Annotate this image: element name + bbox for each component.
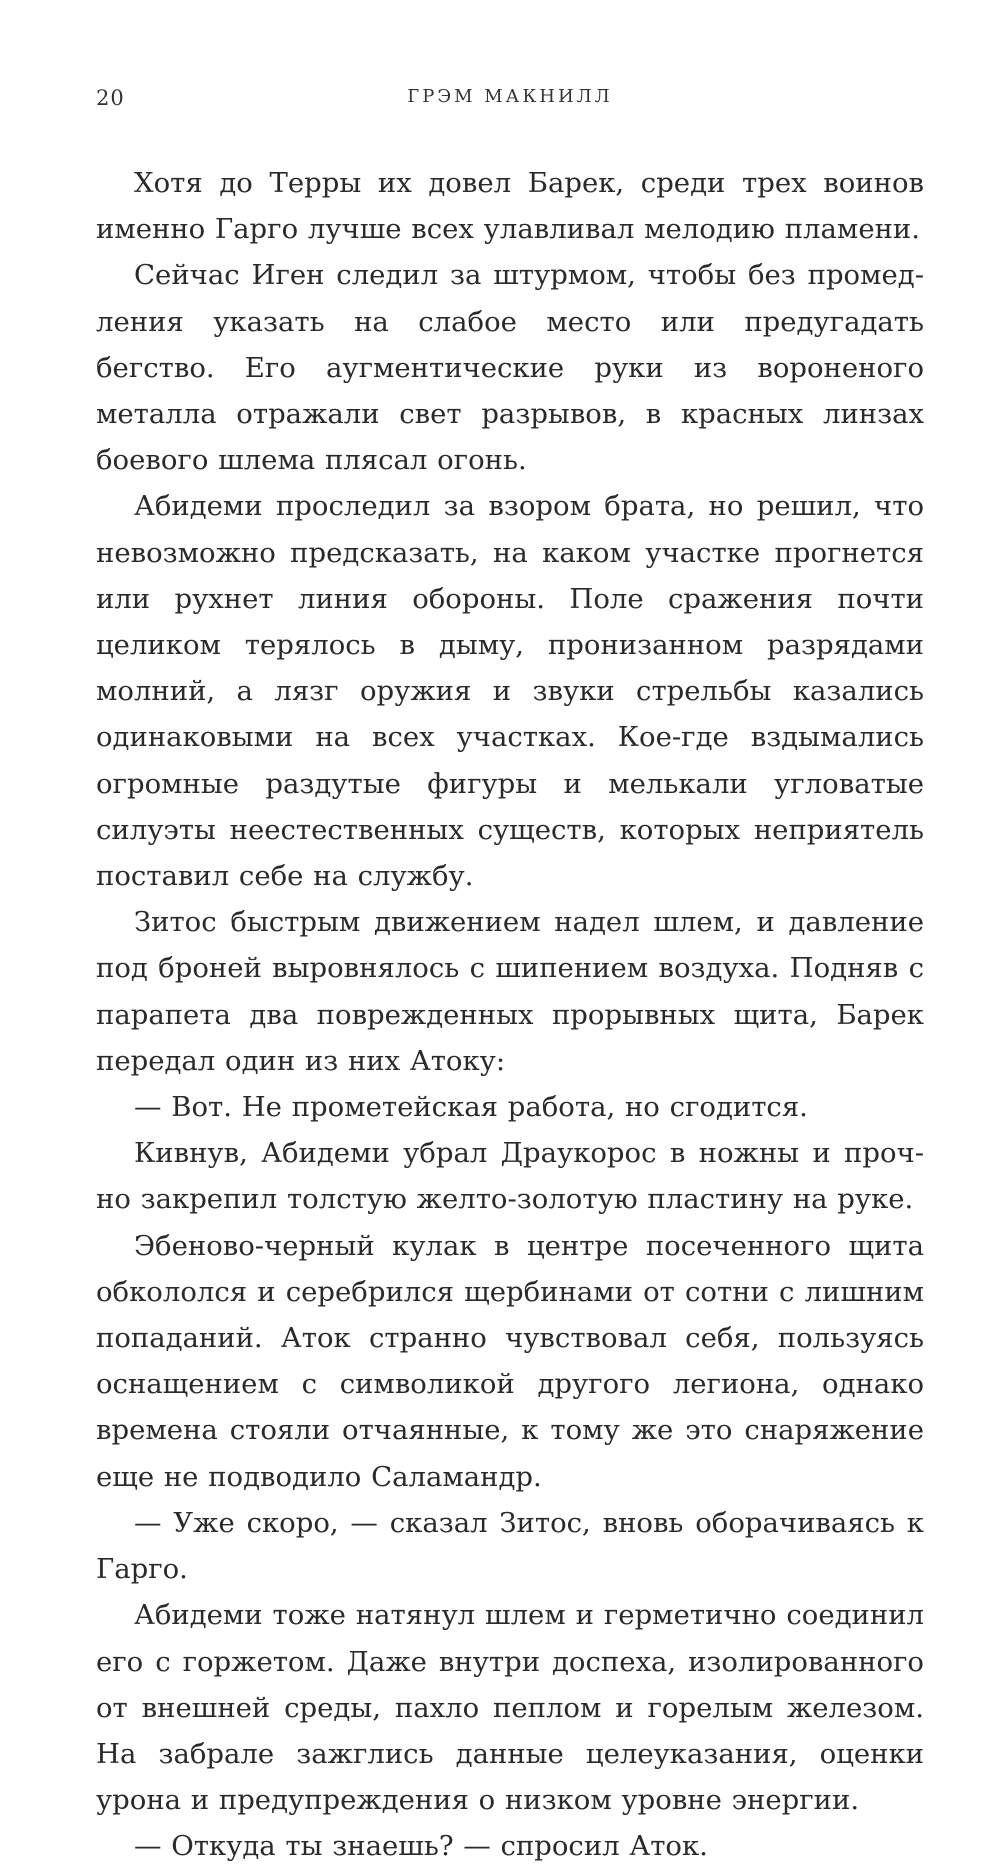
dialogue-line: — Вот. Не прометейская работа, но сгодится. xyxy=(134,1091,808,1124)
dialogue-line: — Уже скоро, — сказал Зитос, вновь оборачиваясь к Гарго. xyxy=(96,1506,924,1586)
page-number: 20 xyxy=(96,86,125,110)
text-body xyxy=(96,160,924,1870)
paragraph: Абидеми тоже натянул шлем и герметично соединил его с горжетом. Даже внутри доспеха, изолированного от внешней среды, пахло пеплом и горелым железом. На забрале зажглись данные целеуказания, оценки урона и предупреждения о низком уровне энергии. xyxy=(96,1599,924,1817)
running-title: ГРЭМ МАКНИЛЛ xyxy=(407,86,613,107)
paragraph: Абидеми проследил за взором брата, но решил, что невозможно предсказать, на каком участке прогнется или рухнет линия обороны. Поле сражения почти целиком терялось в дыму, пронизанном разрядами молний, а лязг оружия и звуки стрельбы казались одинаковыми на всех участках. Кое-где вздымались огромные раздутые фигуры и мелькали угловатые силуэты неестественных существ, которых неприятель поставил себе на службу. xyxy=(96,490,924,893)
paragraph: Эбеново-черный кулак в центре посеченного щита обкололся и серебрился щербинами от сотни с лишним попаданий. Аток странно чувствовал себя, пользуясь оснащением с символикой другого легиона, однако времена стояли отчаянные, к тому же это снаряжение еще не подводило Саламандр. xyxy=(96,1229,924,1493)
paragraph: Кивнув, Абидеми убрал Драукорос в ножны и прочно закрепил толстую желто-золотую пластину на руке. xyxy=(96,1137,924,1216)
dialogue-line: — Откуда ты знаешь? — спросил Аток. xyxy=(134,1830,708,1863)
paragraph: Сейчас Иген следил за штурмом, чтобы без промедления указать на слабое место или предугадать бегство. Его аугментические руки из вороненого металла отражали свет разрывов, в красных линзах боевого шлема плясал огонь. xyxy=(96,259,924,477)
paragraph: Хотя до Терры их довел Барек, среди трех воинов именно Гарго лучше всех улавливал мелодию пламени. xyxy=(96,167,924,246)
running-head xyxy=(96,86,924,116)
paragraph: Зитос быстрым движением надел шлем, и давление под броней выровнялось с шипением воздуха. Подняв с парапета два поврежденных прорывных щита, Барек передал один из них Атоку: xyxy=(96,906,924,1077)
